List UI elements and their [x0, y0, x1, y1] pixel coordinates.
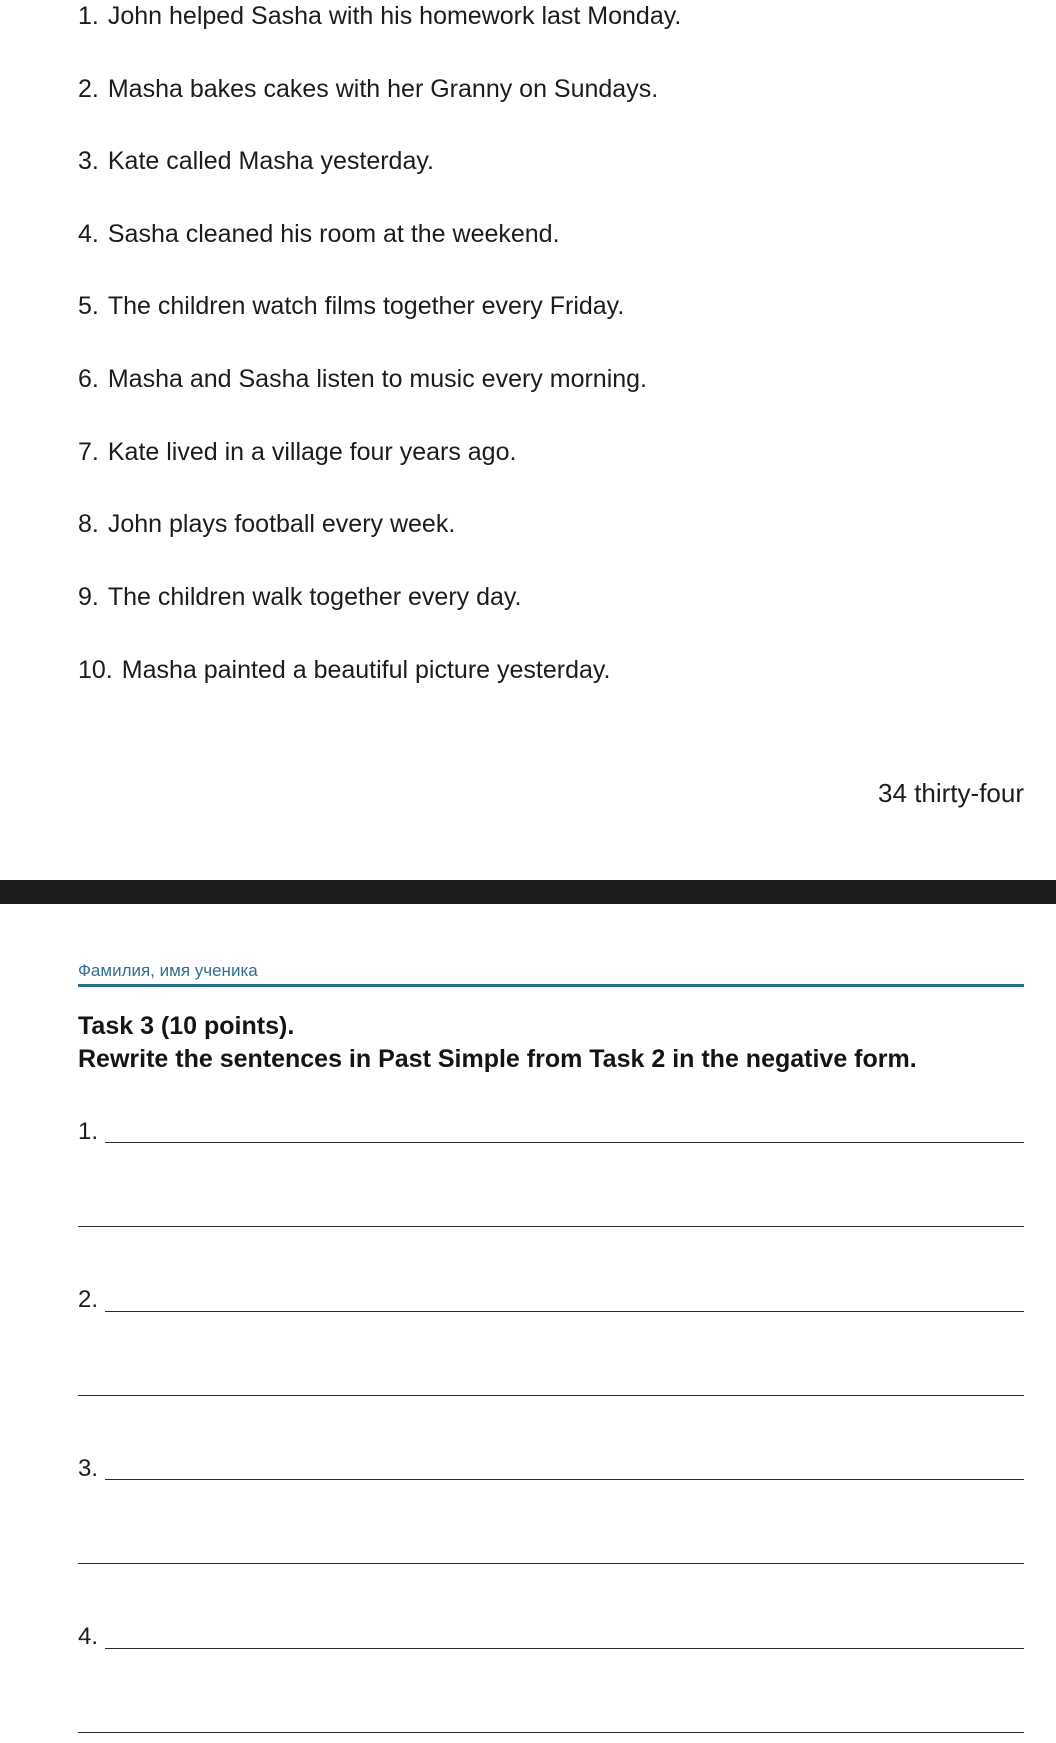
- sentence-number: 10.: [78, 656, 113, 684]
- sentence-text: John plays football every week.: [107, 510, 456, 538]
- sentence-text: Masha and Sasha listen to music every morning.: [107, 365, 648, 393]
- sentence-item: [78, 437, 516, 467]
- sentence-item: [78, 1, 681, 31]
- sentence-number: 6.: [78, 365, 99, 393]
- sentence-number: 3.: [78, 147, 99, 175]
- student-name-line: [78, 984, 1024, 987]
- sentence-text: John helped Sasha with his homework last Monday.: [107, 2, 682, 30]
- sentence-text: Kate lived in a village four years ago.: [107, 438, 517, 466]
- task-instruction: Rewrite the sentences in Past Simple from Task 2 in the negative form.: [78, 1045, 917, 1073]
- answer-line[interactable]: [78, 1226, 1024, 1227]
- answer-line[interactable]: [105, 1142, 1024, 1143]
- sentence-number: 7.: [78, 438, 99, 466]
- sentence-text: The children walk together every day.: [107, 583, 522, 611]
- answer-number: 2.: [78, 1286, 99, 1313]
- sentence-item: [78, 291, 624, 321]
- sentence-item: [78, 364, 647, 394]
- sentence-number: 8.: [78, 510, 99, 538]
- answer-line[interactable]: [105, 1648, 1024, 1649]
- answer-line[interactable]: [105, 1311, 1024, 1312]
- sentence-number: 5.: [78, 292, 99, 320]
- answer-number: 4.: [78, 1623, 99, 1650]
- sentence-item: [78, 146, 434, 176]
- page-separator: [0, 880, 1056, 904]
- page-number: 34 thirty-four: [878, 778, 1024, 808]
- answer-line[interactable]: [105, 1479, 1024, 1480]
- answer-number: 3.: [78, 1455, 99, 1482]
- sentence-item: [78, 582, 522, 612]
- answer-number: 1.: [78, 1118, 99, 1145]
- sentence-item: [78, 219, 560, 249]
- sentence-item: [78, 509, 455, 539]
- student-name-label: Фамилия, имя ученика: [78, 961, 258, 980]
- sentence-text: The children watch films together every Friday.: [107, 292, 625, 320]
- answer-line[interactable]: [78, 1395, 1024, 1396]
- sentence-item: [78, 655, 611, 685]
- sentence-text: Kate called Masha yesterday.: [107, 147, 434, 175]
- sentence-number: 2.: [78, 75, 99, 103]
- answer-line[interactable]: [78, 1563, 1024, 1564]
- sentence-number: 1.: [78, 2, 99, 30]
- sentence-text: Masha bakes cakes with her Granny on Sundays.: [107, 75, 659, 103]
- sentence-number: 4.: [78, 220, 99, 248]
- task-title: Task 3 (10 points).: [78, 1012, 295, 1040]
- sentence-text: Masha painted a beautiful picture yesterday.: [121, 656, 611, 684]
- sentence-text: Sasha cleaned his room at the weekend.: [107, 220, 560, 248]
- answer-line[interactable]: [78, 1732, 1024, 1733]
- sentence-item: [78, 74, 658, 104]
- sentence-number: 9.: [78, 583, 99, 611]
